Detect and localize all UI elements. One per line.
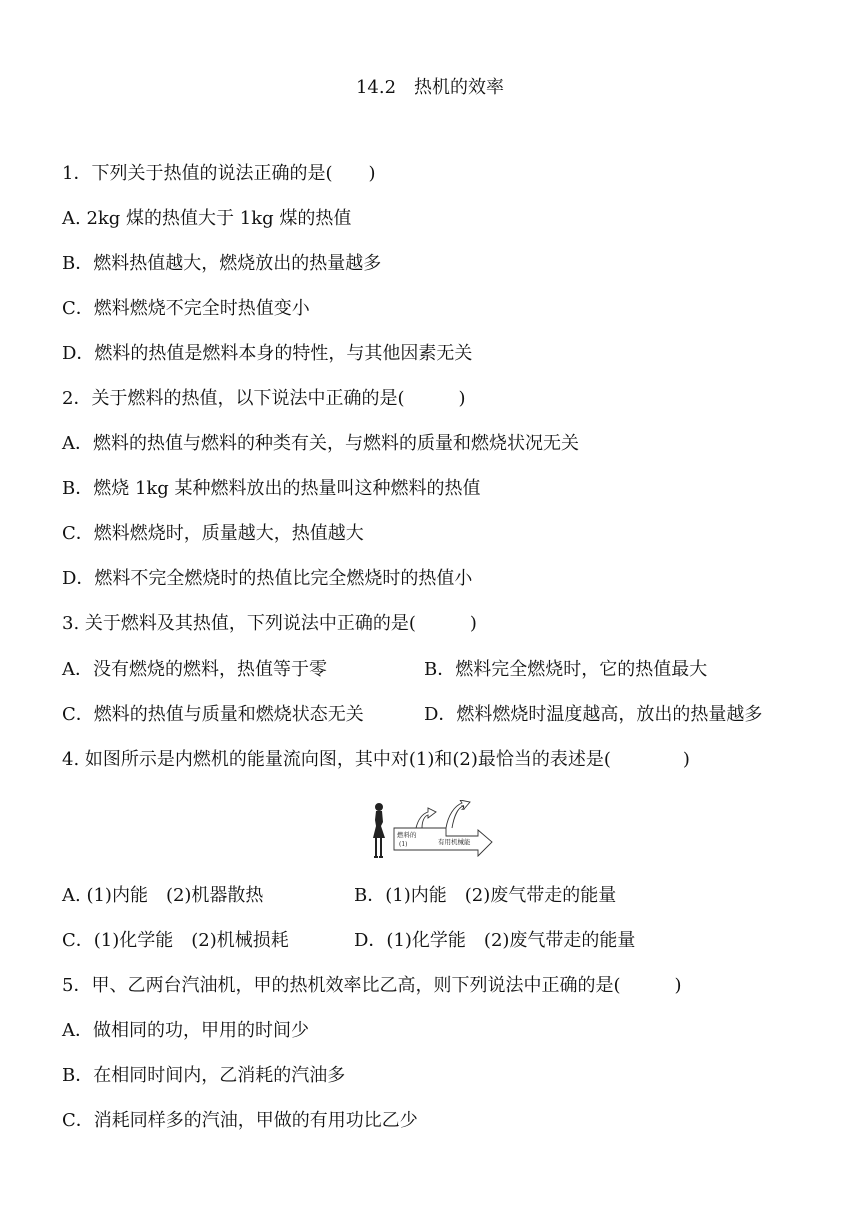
question-1-option-a: A. 2kg 煤的热值大于 1kg 煤的热值 [62,208,352,229]
question-3-stem: 3. 关于燃料及其热值，下列说法中正确的是( ) [62,613,477,634]
question-4-option-c: C．(1)化学能 (2)机械损耗 [62,930,289,951]
question-2-option-d: D．燃料不完全燃烧时的热值比完全燃烧时的热值小 [62,568,473,589]
figure-label-useful: 有用机械能 [438,838,471,846]
question-1-option-c: C．燃料燃烧不完全时热值变小 [62,298,310,319]
question-3-option-c: C．燃料的热值与质量和燃烧状态无关 [62,704,364,725]
question-1-option-d: D．燃料的热值是燃料本身的特性，与其他因素无关 [62,343,473,364]
question-4-option-d: D．(1)化学能 (2)废气带走的能量 [354,930,636,951]
question-5-option-c: C．消耗同样多的汽油，甲做的有用功比乙少 [62,1110,418,1131]
question-3-option-b: B．燃料完全燃烧时，它的热值最大 [424,659,708,680]
question-2-option-b: B．燃烧 1kg 某种燃料放出的热量叫这种燃料的热值 [62,478,481,499]
question-4-option-b: B．(1)内能 (2)废气带走的能量 [354,885,617,906]
energy-flow-figure [366,800,494,864]
figure-label-1: (1) [399,841,408,848]
question-1-option-b: B．燃料热值越大，燃烧放出的热量越多 [62,253,382,274]
question-2-option-a: A．燃料的热值与燃料的种类有关，与燃料的质量和燃烧状况无关 [62,433,579,454]
question-3-option-d: D．燃料燃烧时温度越高，放出的热量越多 [424,704,763,725]
person-figure [373,803,385,858]
question-4-stem: 4. 如图所示是内燃机的能量流向图，其中对(1)和(2)最恰当的表述是( ) [62,749,690,770]
figure-label-fuel: 燃料的 [397,831,417,839]
branch-arrow-1 [416,808,436,828]
question-1-stem: 1．下列关于热值的说法正确的是( ) [62,163,376,184]
page-title: 14.2 热机的效率 [355,77,505,98]
question-2-option-c: C．燃料燃烧时，质量越大，热值越大 [62,523,364,544]
question-2-stem: 2．关于燃料的热值，以下说法中正确的是( ) [62,388,466,409]
question-4-option-a: A. (1)内能 (2)机器散热 [62,885,264,906]
figure-label-2: 2 [461,805,465,812]
question-3-option-a: A．没有燃烧的燃料，热值等于零 [62,659,327,680]
branch-arrow-2 [446,800,470,828]
question-5-option-a: A．做相同的功，甲用的时间少 [62,1020,309,1041]
question-5-stem: 5．甲、乙两台汽油机，甲的热机效率比乙高，则下列说法中正确的是( ) [62,975,682,996]
question-5-option-b: B．在相同时间内，乙消耗的汽油多 [62,1065,346,1086]
